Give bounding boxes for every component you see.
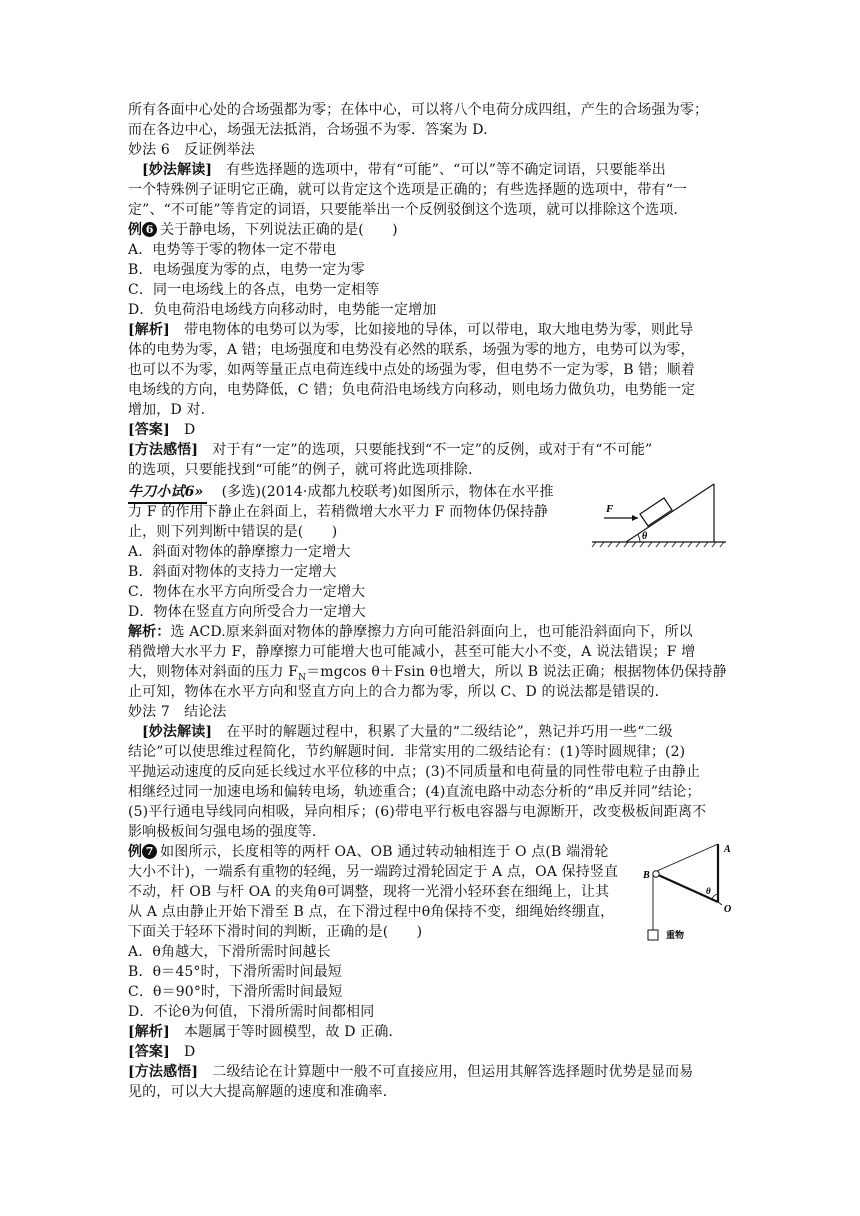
option-b: B．斜面对物体的支持力一定增大: [128, 564, 337, 580]
analysis-tag: [解析]: [128, 322, 170, 338]
pulley: [653, 871, 659, 877]
insight-line: [128, 1062, 693, 1082]
text-line: 电场线的方向，电势降低，C 错；负电荷沿电场线方向移动，则电场力做负功，电势能一定: [128, 382, 696, 398]
analysis-line: [128, 320, 693, 340]
force-arrowhead: [632, 515, 638, 521]
text-line: 影响极板间匀强电场的强度等．: [128, 824, 327, 840]
text-line: 大小不计)，一端系有重物的轻绳，另一端跨过滑轮固定于 A 点，OA 保持竖直: [128, 864, 619, 880]
axis-mark: [718, 902, 722, 905]
example-number-badge: 6: [142, 222, 157, 237]
answer-line: [128, 420, 195, 440]
answer-tag: [答案]: [128, 422, 170, 438]
text-span: 有些选择题的选项中，带有“可能”、“可以”等不确定词语，只要能举出: [212, 162, 666, 178]
option-d: D．负电荷沿电场线方向移动时，电势能一定增加: [128, 302, 437, 318]
example-label: 例: [128, 844, 143, 860]
text-span: 关于静电场，下列说法正确的是( ): [160, 222, 398, 238]
text-line: 见的，可以大大提高解题的速度和准确率．: [128, 1084, 397, 1100]
practice-banner: 牛刀小试6»: [128, 482, 207, 504]
analysis-line: [128, 622, 693, 642]
option-c: C．同一电场线上的各点，电势一定相等: [128, 282, 380, 298]
text-line: 增加，D 对．: [128, 402, 215, 418]
text-span: D: [169, 422, 196, 438]
option-a: A．斜面对物体的静摩擦力一定增大: [128, 544, 351, 560]
text-span: 本题属于等时圆模型，故 D 正确．: [169, 1024, 403, 1040]
example-number-badge: 7: [142, 844, 157, 859]
option-a: A．θ角越大，下滑所需时间越长: [128, 944, 331, 960]
text-span: (多选)(2014·成都九校联考)如图所示，物体在水平推: [221, 484, 554, 500]
practice-banner-text: 牛刀小试6: [128, 484, 195, 500]
answer-line: [128, 1042, 195, 1062]
text-line: 力 F 的作用下静止在斜面上，若稍微增大水平力 F 而物体仍保持静: [128, 504, 549, 520]
weight-label: 重物: [666, 930, 685, 940]
text-span: 大，则物体对斜面的压力 F: [128, 664, 299, 680]
insight-tag: [方法感悟]: [128, 1064, 199, 1080]
option-b: B．θ＝45°时，下滑所需时间最短: [128, 964, 343, 980]
angle-label: θ: [706, 886, 711, 896]
example-6-question: [128, 220, 398, 240]
text-line: 所有各面中心处的合场强都为零；在体中心，可以将八个电荷分成四组，产生的合场强为零；: [128, 102, 709, 118]
analysis-line: [128, 1022, 403, 1042]
analysis-tag: 解析：: [128, 624, 171, 640]
example-7-question: [128, 842, 609, 862]
text-span: 如图所示，长度相等的两杆 OA、OB 通过转动轴相连于 O 点(B 端滑轮: [160, 844, 609, 860]
text-line: (5)平行通电导线同向相吸，异向相斥；(6)带电平行板电容器与电源断开，改变极板间距离不: [128, 804, 707, 820]
text-line: 止可知，物体在水平方向和竖直方向上的合力都为零，所以 C、D 的说法都是错误的．: [128, 684, 669, 700]
option-a: A．电势等于零的物体一定不带电: [128, 242, 337, 258]
rope-segment: [657, 844, 718, 871]
text-span: 选 ACD.原来斜面对物体的静摩擦力方向可能沿斜面向上，也可能沿斜面向下，所以: [170, 624, 693, 640]
text-line: 下面关于轻环下滑时间的判断，正确的是( ): [128, 924, 423, 940]
option-d: D．不论θ为何值，下滑所需时间都相同: [128, 1004, 375, 1020]
text-line: 不动，杆 OB 与杆 OA 的夹角θ可调整，现将一光滑小轻环套在细绳上，让其: [128, 884, 610, 900]
option-d: D．物体在竖直方向所受合力一定增大: [128, 604, 366, 620]
text-span: 在平时的解题过程中，积累了大量的“二级结论”，熟记并巧用一些“二级: [212, 724, 673, 740]
example-label: 例: [128, 222, 143, 238]
label-o: O: [724, 904, 732, 915]
label-a: A: [724, 844, 731, 855]
text-line: 从 A 点由静止开始下滑至 B 点，在下滑过程中θ角保持不变，细绳始终绷直，: [128, 904, 615, 920]
text-span: 带电物体的电势可以为零，比如接地的导体，可以带电，取大地电势为零，则此导: [169, 322, 694, 338]
answer-tag: [答案]: [128, 1044, 170, 1060]
text-line: 平抛运动速度的反向延长线过水平位移的中点；(3)不同质量和电荷量的同性带电粒子由静止: [128, 764, 701, 780]
angle-label: θ: [642, 531, 648, 542]
weight-block: [648, 930, 658, 940]
text-line: 止，则下列判断中错误的是( ): [128, 524, 338, 540]
method-7-title: 妙法 7 结论法: [128, 704, 227, 720]
text-line: 定”、“不可能”等肯定的词语，只要能举出一个反例驳倒这个选项，就可以排除这个选项．: [128, 202, 688, 218]
text-line: 而在各边中心，场强无法抵消，合场强不为零．答案为 D.: [128, 122, 488, 138]
insight-line: [128, 440, 652, 460]
method-explain-tag: [妙法解读]: [142, 724, 213, 740]
insight-tag: [方法感悟]: [128, 442, 199, 458]
method-6-explain-line: [142, 160, 666, 180]
incline-surface: [626, 484, 714, 542]
option-c: C．物体在水平方向所受合力一定增大: [128, 584, 366, 600]
text-line: 的选项，只要能找到“可能”的例子，就可将此选项排除．: [128, 462, 483, 478]
text-span: D: [169, 1044, 196, 1060]
method-6-title: 妙法 6 反证例举法: [128, 142, 255, 158]
ground-hatch: [592, 542, 724, 547]
analysis-tag: [解析]: [128, 1024, 170, 1040]
text-line: 结论”可以使思维过程简化，节约解题时间．非常实用的二级结论有：(1)等时圆规律；(2): [128, 744, 686, 760]
incline-figure: [588, 478, 730, 550]
label-b: B: [643, 870, 650, 881]
rod-pulley-figure: [640, 838, 740, 950]
text-line: 也可以不为零，如两等量正点电荷连线中点处的场强为零，但电势不一定为零，B 错；顺着: [128, 362, 695, 378]
text-line: 一个特殊例子证明它正确，就可以肯定这个选项是正确的；有些选择题的选项中，带有“一: [128, 182, 688, 198]
method-explain-tag: [妙法解读]: [142, 162, 213, 178]
text-span: 对于有“一定”的选项，只要能找到“不一定”的反例，或对于有“不可能”: [198, 442, 653, 458]
option-c: C．θ＝90°时，下滑所需时间最短: [128, 984, 343, 1000]
text-line: 体的电势为零，A 错；电场强度和电势没有必然的联系，场强为零的地方，电势可以为零，: [128, 342, 695, 358]
text-span: 二级结论在计算题中一般不可直接应用，但运用其解答选择题时优势是显而易: [198, 1064, 694, 1080]
angle-arc: [638, 535, 640, 542]
text-line: 相继经过同一加速电场和偏转电场，轨迹重合；(4)直流电路中动态分析的“串反并同”结论；: [128, 784, 701, 800]
text-line: 稍微增大水平力 F，静摩擦力可能增大也可能减小，甚至可能大小不变，A 说法错误；F 增: [128, 644, 696, 660]
method-7-explain-line: [142, 722, 673, 742]
force-label: F: [606, 503, 614, 515]
option-b: B．电场强度为零的点，电势一定为零: [128, 262, 365, 278]
subscript: N: [298, 672, 307, 683]
text-span: ＝mgcos θ＋Fsin θ也增大，所以 B 说法正确；根据物体仍保持静: [306, 664, 727, 680]
practice-6-question: [128, 482, 554, 504]
